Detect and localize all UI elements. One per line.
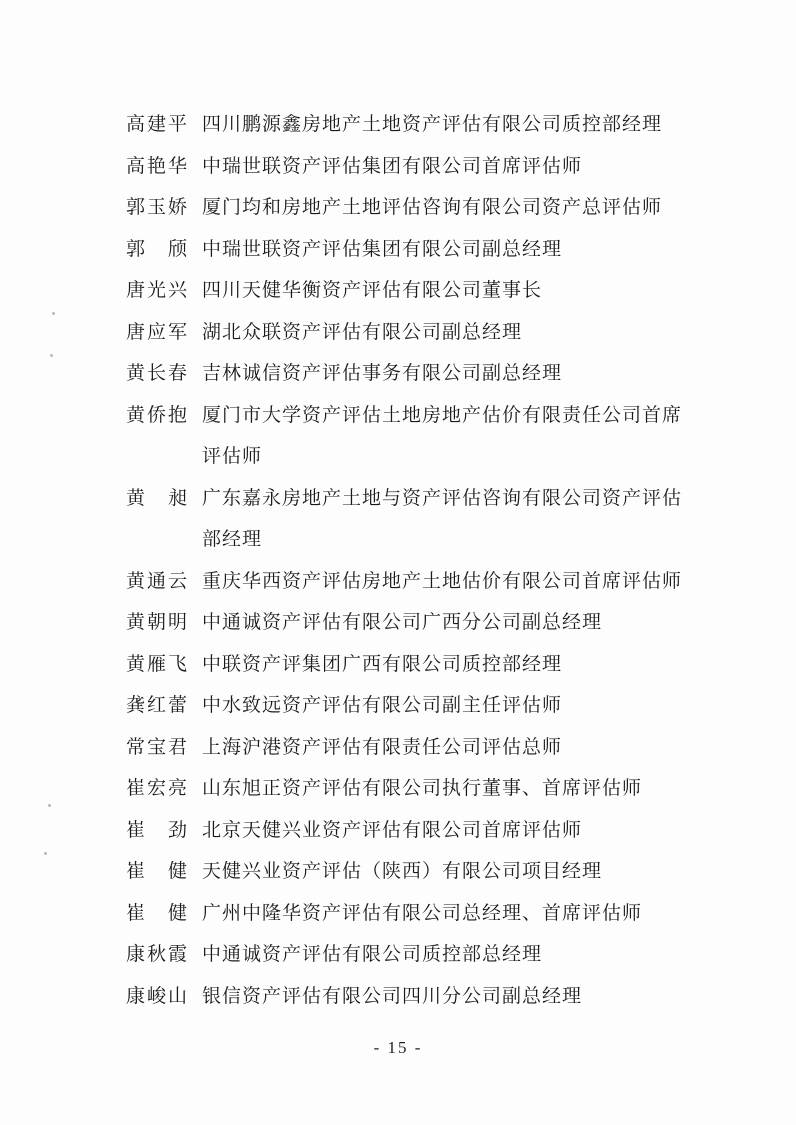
list-item <box>126 478 706 561</box>
person-name: 高建平 <box>126 113 188 135</box>
scan-speck <box>48 804 51 807</box>
organization-title: 厦门均和房地产土地评估咨询有限公司资产总评估师 <box>202 196 663 218</box>
organization-title: 重庆华西资产评估房地产土地估价有限公司首席评估师 <box>202 569 683 592</box>
organization-title: 山东旭正资产评估有限公司执行董事、首席评估师 <box>202 777 643 799</box>
organization-title: 吉林诚信资产评估事务有限公司副总经理 <box>202 362 563 384</box>
list-item <box>126 934 706 976</box>
list-item <box>126 187 706 229</box>
organization-title: 中联资产评集团广西有限公司质控部经理 <box>202 652 563 675</box>
person-name: 崔 健 <box>126 901 188 924</box>
person-name: 唐光兴 <box>126 279 188 301</box>
list-item <box>126 685 706 727</box>
organization-title: 中瑞世联资产评估集团有限公司副总经理 <box>202 237 563 260</box>
organization-title: 北京天健兴业资产评估有限公司首席评估师 <box>202 818 583 841</box>
organization-title: 广州中隆华资产评估有限公司总经理、首席评估师 <box>202 901 643 924</box>
person-name: 黄雁飞 <box>126 652 188 675</box>
list-item <box>126 229 706 271</box>
person-name: 常宝君 <box>126 735 188 758</box>
person-name: 康峻山 <box>126 984 188 1007</box>
scan-speck <box>52 312 55 315</box>
organization-title: 上海沪港资产评估有限责任公司评估总师 <box>202 735 563 758</box>
list-item <box>126 602 706 644</box>
person-name: 黄通云 <box>126 569 188 592</box>
person-name: 黄 昶 <box>126 486 188 509</box>
organization-title: 四川天健华衡资产评估有限公司董事长 <box>202 279 543 301</box>
person-name: 黄侨抱 <box>126 403 188 426</box>
organization-title: 厦门市大学资产评估土地房地产估价有限责任公司首席评估师 <box>202 403 683 467</box>
list-item <box>126 727 706 769</box>
list-item <box>126 893 706 935</box>
person-name: 高艳华 <box>126 154 188 177</box>
organization-title: 中瑞世联资产评估集团有限公司首席评估师 <box>202 154 583 177</box>
list-item <box>126 561 706 603</box>
organization-title: 四川鹏源鑫房地产土地资产评估有限公司质控部经理 <box>202 113 663 135</box>
list-item <box>126 851 706 893</box>
list-item <box>126 312 706 354</box>
list-item <box>126 104 706 146</box>
list-item <box>126 644 706 686</box>
person-name: 崔 健 <box>126 860 188 882</box>
person-name: 唐应军 <box>126 320 188 343</box>
person-name: 崔宏亮 <box>126 777 188 799</box>
person-name: 郭 颀 <box>126 237 188 260</box>
organization-title: 湖北众联资产评估有限公司副总经理 <box>202 320 523 343</box>
person-name: 黄长春 <box>126 362 188 384</box>
person-name: 郭玉娇 <box>126 196 188 218</box>
organization-title: 银信资产评估有限公司四川分公司副总经理 <box>202 984 583 1007</box>
list-item <box>126 395 706 478</box>
list-item <box>126 768 706 810</box>
organization-title: 广东嘉永房地产土地与资产评估咨询有限公司资产评估部经理 <box>202 486 683 550</box>
person-name: 崔 劲 <box>126 818 188 841</box>
list-item <box>126 976 706 1018</box>
scan-speck <box>50 354 53 357</box>
organization-title: 中通诚资产评估有限公司广西分公司副总经理 <box>202 611 603 633</box>
member-list <box>126 104 706 1017</box>
person-name: 康秋霞 <box>126 943 188 965</box>
list-item <box>126 270 706 312</box>
organization-title: 中通诚资产评估有限公司质控部总经理 <box>202 943 543 965</box>
list-item <box>126 146 706 188</box>
page-number: - 15 - <box>373 1038 423 1057</box>
list-item <box>126 810 706 852</box>
scan-speck <box>44 852 47 855</box>
organization-title: 天健兴业资产评估（陕西）有限公司项目经理 <box>202 860 603 882</box>
organization-title: 中水致远资产评估有限公司副主任评估师 <box>202 694 563 716</box>
list-item <box>126 353 706 395</box>
person-name: 龚红蕾 <box>126 694 188 716</box>
person-name: 黄朝明 <box>126 611 188 633</box>
